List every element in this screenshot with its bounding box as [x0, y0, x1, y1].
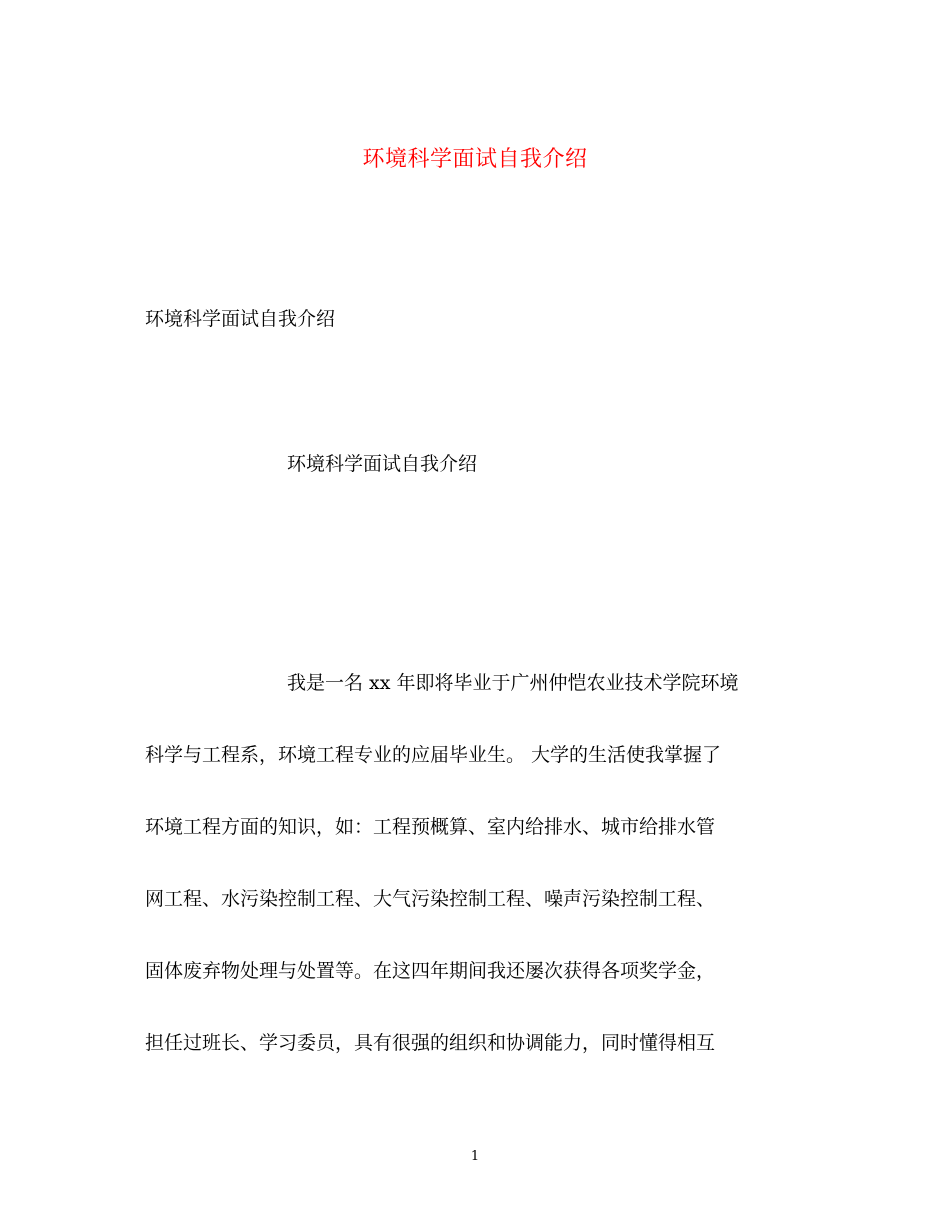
body-line: 我是一名 xx 年即将毕业于广州仲恺农业技术学院环境: [287, 672, 739, 694]
body-paragraph: [145, 665, 805, 1097]
body-line: 环境工程方面的知识，如：工程预概算、室内给排水、城市给排水管: [145, 816, 716, 838]
page-number: 1: [470, 1149, 480, 1164]
document-subtitle-indented: 环境科学面试自我介绍: [287, 453, 478, 475]
body-line: 科学与工程系，环境工程专业的应届毕业生。 大学的生活使我掌握了: [145, 744, 722, 766]
document-title: 环境科学面试自我介绍: [362, 147, 588, 172]
document-subtitle: 环境科学面试自我介绍: [145, 308, 336, 330]
body-line: 固体废弃物处理与处置等。在这四年期间我还屡次获得各项奖学金，: [145, 960, 716, 982]
body-line: 网工程、水污染控制工程、大气污染控制工程、噪声污染控制工程、: [145, 888, 716, 910]
body-line: 担任过班长、学习委员，具有很强的组织和协调能力，同时懂得相互: [145, 1032, 716, 1054]
